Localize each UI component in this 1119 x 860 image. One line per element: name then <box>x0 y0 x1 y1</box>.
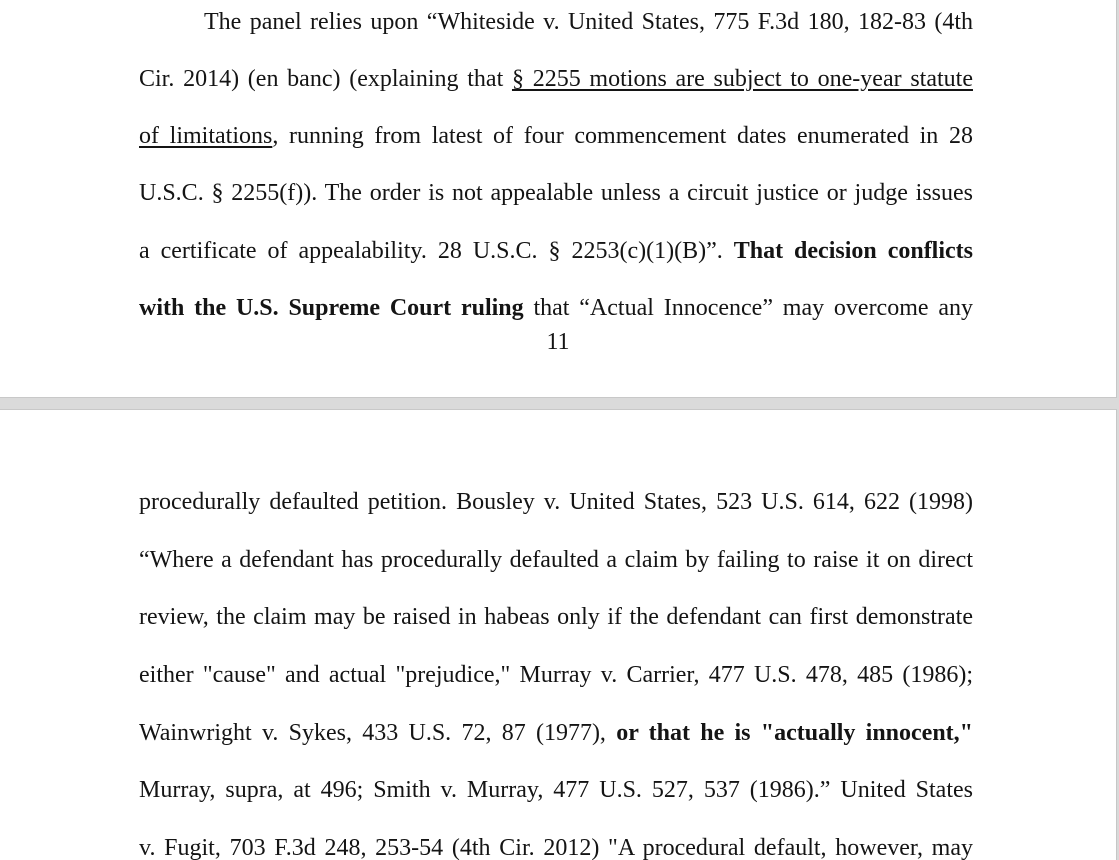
text-run: Murray, supra, at 496; Smith v. Murray, 477 U.S. 527, 537 (1986).” United States <box>139 777 973 803</box>
text-run: Cir. 2014) (en banc) (explaining that <box>139 66 512 92</box>
text-line <box>139 236 973 266</box>
text-run: “Where a defendant has procedurally defaulted a claim by failing to raise it on direct <box>139 547 973 573</box>
bold-text: That decision conflicts <box>733 238 974 264</box>
text-line <box>139 660 973 690</box>
text-run: review, the claim may be raised in habeas only if the defendant can first demonstrate <box>139 604 973 630</box>
text-line <box>139 178 973 208</box>
text-line <box>139 545 973 575</box>
page-12 <box>0 409 1117 860</box>
text-line <box>139 121 973 151</box>
text-run: that “Actual Innocence” may overcome any <box>523 295 973 321</box>
text-run: The panel relies upon “Whiteside v. United States, 775 F.3d 180, 182-83 (4th <box>204 9 973 35</box>
page-number: 11 <box>546 329 570 355</box>
page-separator <box>0 398 1119 409</box>
text-run: , running from latest of four commencement dates enumerated in 28 <box>272 123 973 149</box>
underlined-text: § 2255 motions are subject to one-year statute <box>511 66 973 92</box>
text-run: a certificate of appealability. 28 U.S.C. § 2253(c)(1)(B)”. <box>139 238 734 264</box>
text-run: either "cause" and actual "prejudice," Murray v. Carrier, 477 U.S. 478, 485 (1986); <box>139 662 973 688</box>
text-run: U.S.C. § 2255(f)). The order is not appealable unless a circuit justice or judge issues <box>139 180 973 206</box>
text-line <box>139 487 973 517</box>
text-line <box>139 833 973 860</box>
text-line <box>139 775 973 805</box>
underlined-text: of limitations <box>139 123 273 149</box>
text-line <box>204 7 973 37</box>
text-line <box>139 718 973 748</box>
text-line <box>139 602 973 632</box>
text-run: Wainwright v. Sykes, 433 U.S. 72, 87 (1977), <box>139 720 617 746</box>
page-11 <box>0 0 1117 398</box>
text-line <box>139 64 973 94</box>
bold-text: or that he is "actually innocent," <box>616 720 973 746</box>
text-run: procedurally defaulted petition. Bousley v. United States, 523 U.S. 614, 622 (1998) <box>139 489 973 515</box>
text-line <box>139 293 973 323</box>
text-run: v. Fugit, 703 F.3d 248, 253-54 (4th Cir. 2012) "A procedural default, however, may <box>139 835 973 860</box>
bold-text: with the U.S. Supreme Court ruling <box>139 295 524 321</box>
